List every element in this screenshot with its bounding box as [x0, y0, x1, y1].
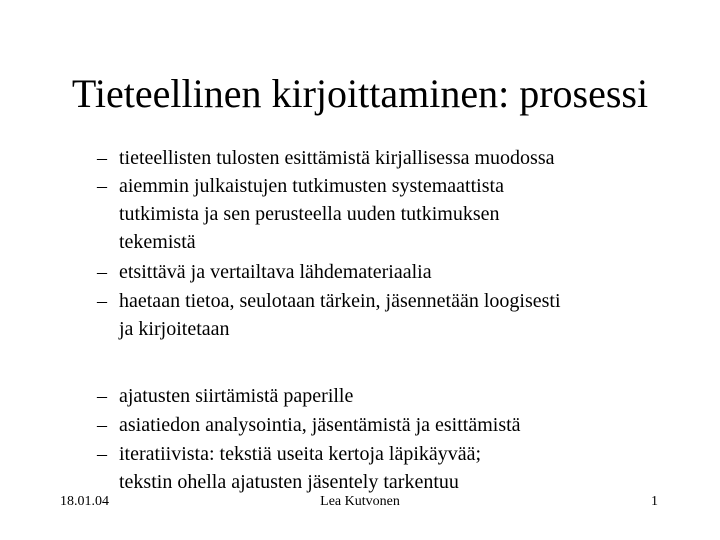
bullet-text-line: ja kirjoitetaan	[119, 318, 230, 340]
bullet-item	[97, 287, 697, 343]
footer-date: 18.01.04	[60, 494, 109, 509]
bullet-text-line: asiatiedon analysointia, jäsentämistä ja esittämistä	[119, 414, 521, 436]
bullet-dash: –	[97, 290, 107, 312]
bullet-text-line: aiemmin julkaistujen tutkimusten systemaattista	[119, 175, 504, 197]
footer-author: Lea Kutvonen	[320, 494, 400, 509]
bullet-item	[97, 411, 697, 439]
bullet-dash: –	[97, 385, 107, 407]
bullet-text-line: tekstin ohella ajatusten jäsentely tarkentuu	[119, 471, 459, 493]
bullet-item	[97, 440, 697, 496]
bullet-text-line: etsittävä ja vertailtava lähdemateriaalia	[119, 261, 432, 283]
bullet-text-line: tekemistä	[119, 231, 196, 253]
bullet-item	[97, 382, 697, 410]
bullet-item	[97, 258, 697, 286]
bullet-text-line: ajatusten siirtämistä paperille	[119, 385, 354, 407]
bullet-dash: –	[97, 414, 107, 436]
bullet-text-line: tieteellisten tulosten esittämistä kirjallisessa muodossa	[119, 147, 555, 169]
bullet-item	[97, 144, 697, 172]
bullet-text-line: tutkimista ja sen perusteella uuden tutkimuksen	[119, 203, 500, 225]
bullet-dash: –	[97, 261, 107, 283]
bullet-item	[97, 172, 697, 256]
bullet-dash: –	[97, 443, 107, 465]
slide-title: Tieteellinen kirjoittaminen: prosessi	[71, 71, 649, 116]
bullet-text-line: iteratiivista: tekstiä useita kertoja läpikäyvää;	[119, 443, 482, 465]
bullet-text-line: haetaan tietoa, seulotaan tärkein, jäsennetään loogisesti	[119, 290, 561, 312]
page-number: 1	[651, 494, 658, 509]
bullet-dash: –	[97, 147, 107, 169]
bullet-dash: –	[97, 175, 107, 197]
